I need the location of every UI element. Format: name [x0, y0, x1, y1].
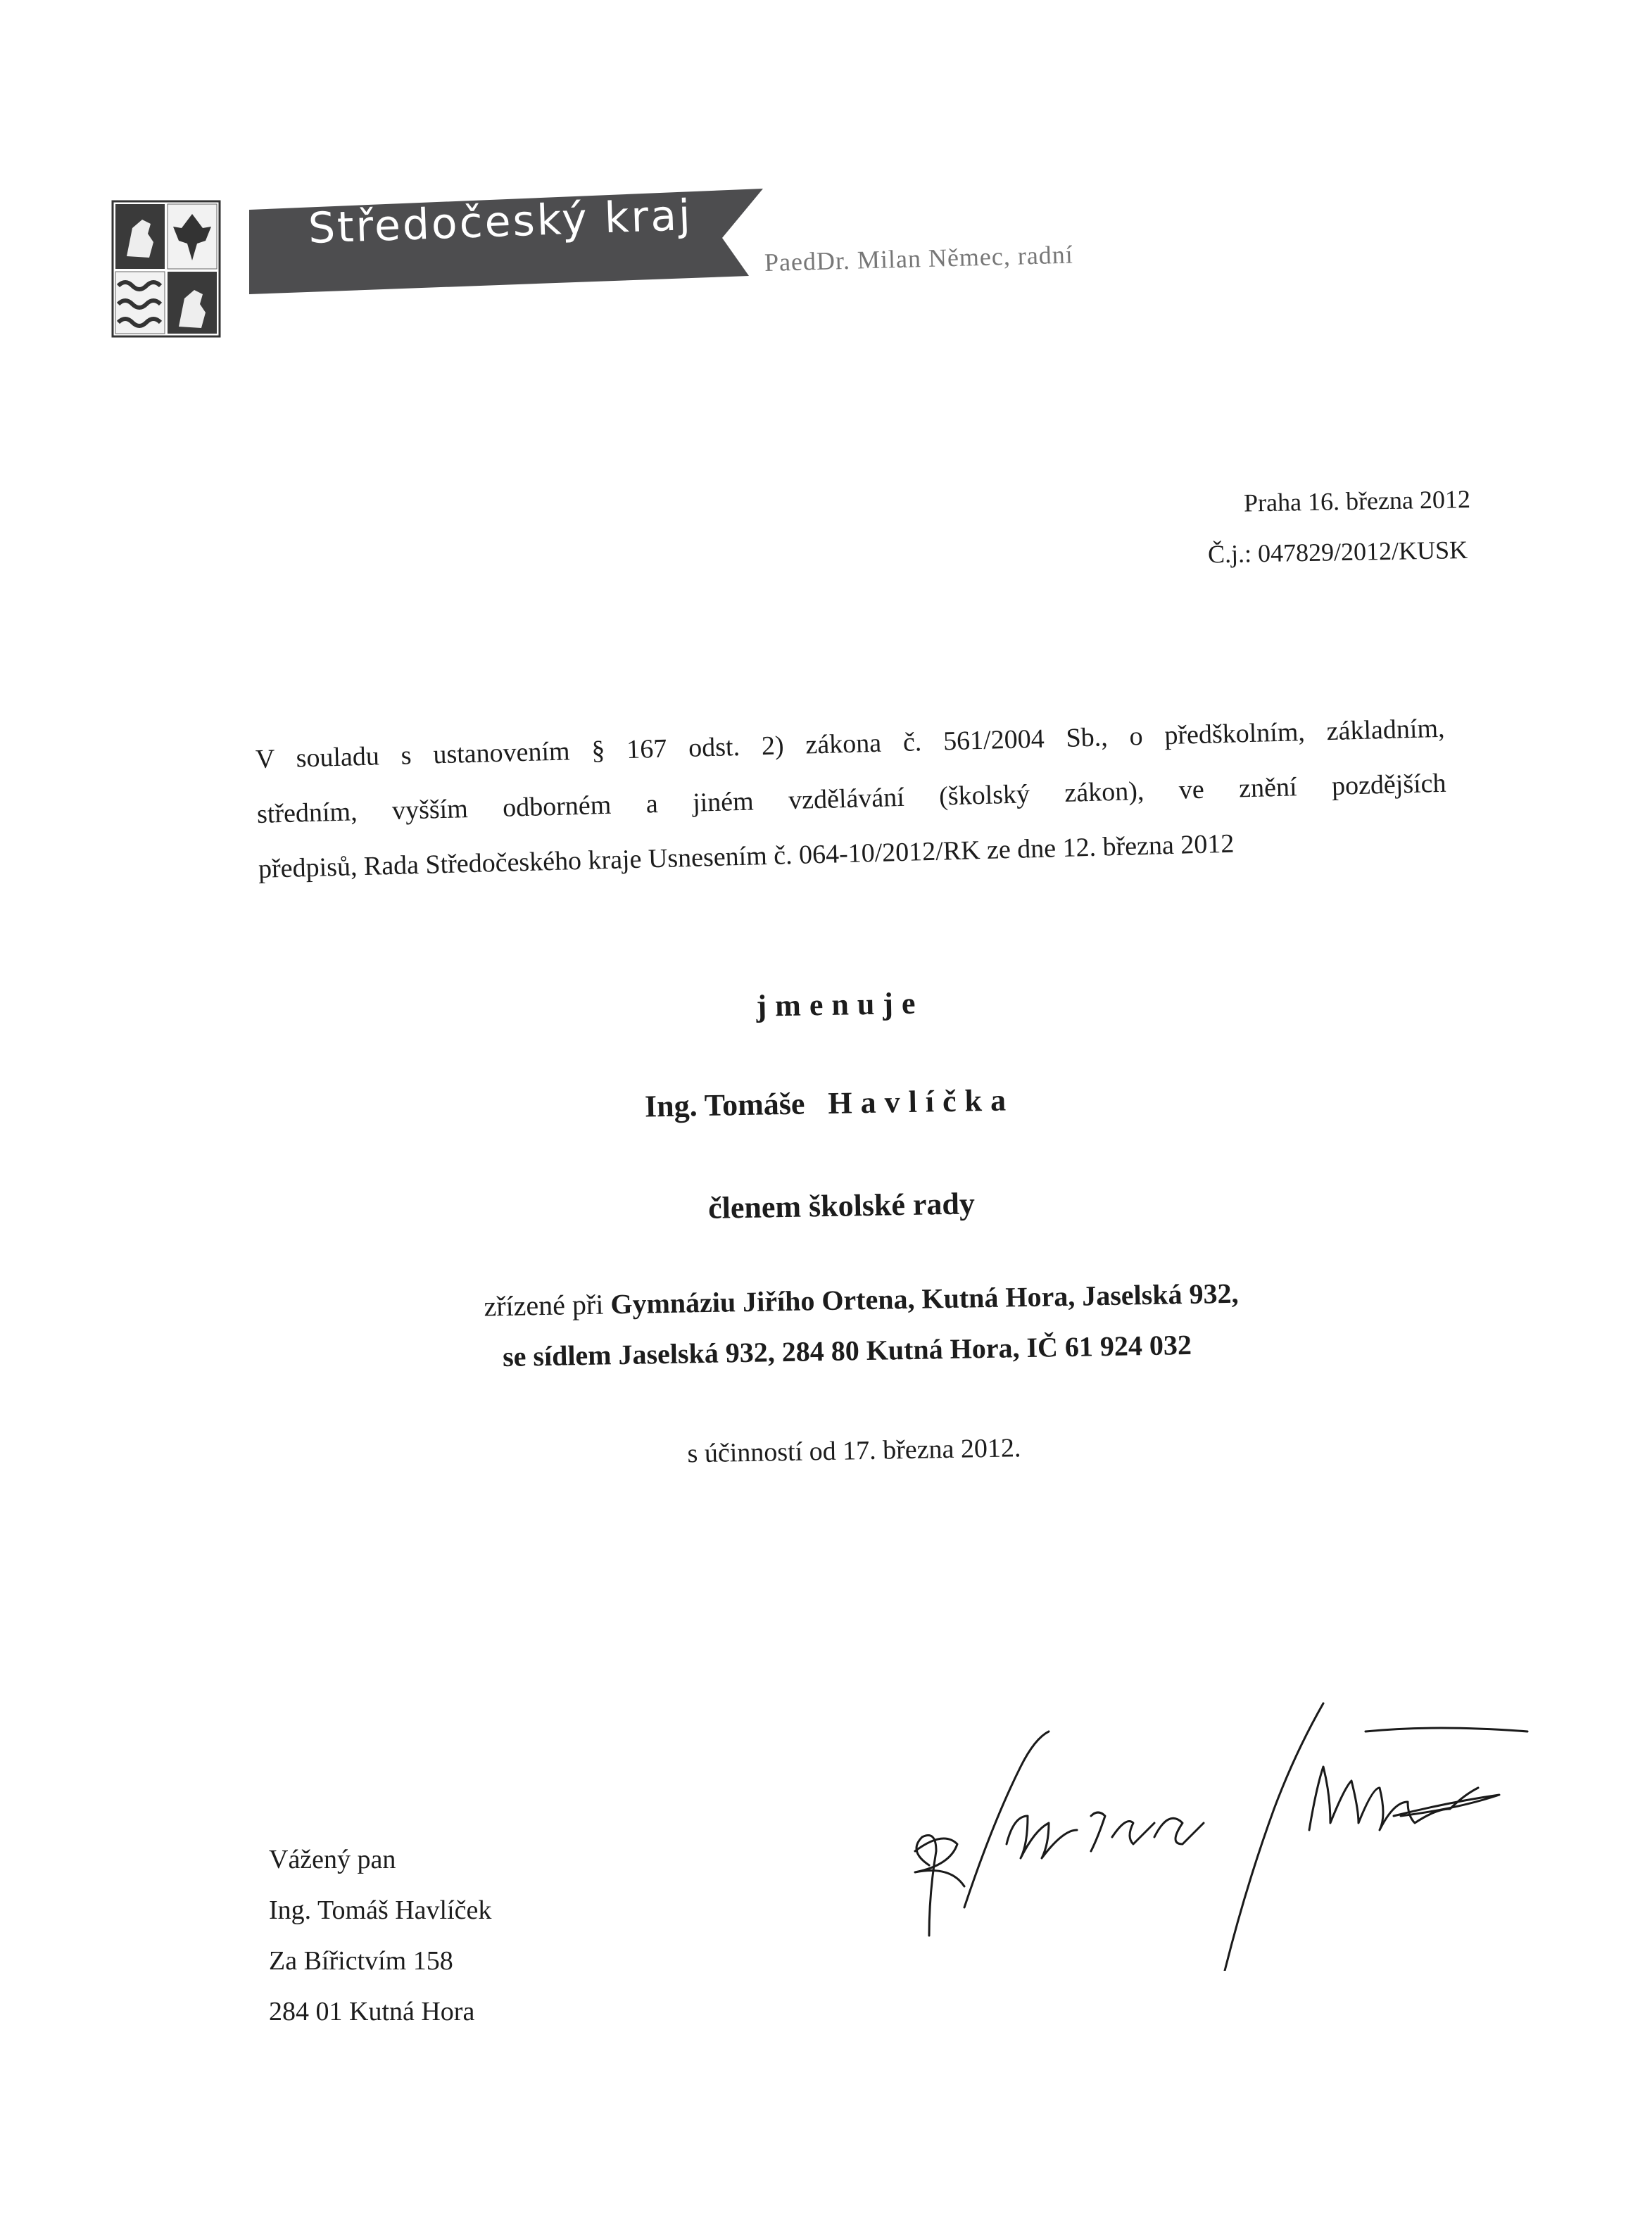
school-name: Gymnáziu Jiřího Ortena, Kutná Hora, Jaselská 932,: [610, 1277, 1239, 1320]
appointee-role: členem školské rady: [707, 1186, 976, 1225]
appointee-name: [0, 1071, 1652, 1136]
coat-of-arms-logo: [111, 200, 221, 338]
paragraph-line: V souladu s ustanovením § 167 odst. 2) zákona č. 561/2004 Sb., o předškolním, základním,: [255, 713, 1445, 774]
recipient-salutation: Vážený pan: [269, 1845, 396, 1874]
recipient-street: Za Bířictvím 158: [269, 1946, 453, 1976]
paragraph-line: středním, vyšším odborném a jiném vzdělávání (školský zákon), ve znění pozdějších: [256, 768, 1447, 829]
sender-name: PaedDr. Milan Němec, radní: [764, 240, 1074, 277]
effective-date: s účinností od 17. března 2012.: [687, 1433, 1021, 1469]
school-line-1: [0, 1270, 1652, 1332]
paragraph-line: předpisů, Rada Středočeského kraje Usnesením č. 064-10/2012/RK ze dne 12. března 2012: [258, 828, 1235, 884]
recipient-address: [269, 1834, 491, 2037]
document-date: Praha 16. března 2012: [1243, 485, 1471, 517]
appointee-surname: Havlíčka: [827, 1083, 1015, 1121]
appointee-prefix: Ing. Tomáše: [644, 1086, 805, 1124]
reference-number: Č.j.: 047829/2012/KUSK: [1207, 536, 1468, 569]
recipient-city: 284 01 Kutná Hora: [269, 1997, 475, 2026]
handwritten-signature: [901, 1675, 1534, 1971]
recipient-name: Ing. Tomáš Havlíček: [269, 1895, 492, 1925]
region-name: Středočeský kraj: [307, 190, 693, 253]
school-prefix: zřízené při: [484, 1288, 604, 1323]
school-line-2: se sídlem Jaselská 932, 284 80 Kutná Hora, IČ 61 924 032: [502, 1328, 1192, 1373]
body-paragraph: [255, 701, 1449, 897]
appoints-heading: jmenuje: [756, 985, 924, 1023]
